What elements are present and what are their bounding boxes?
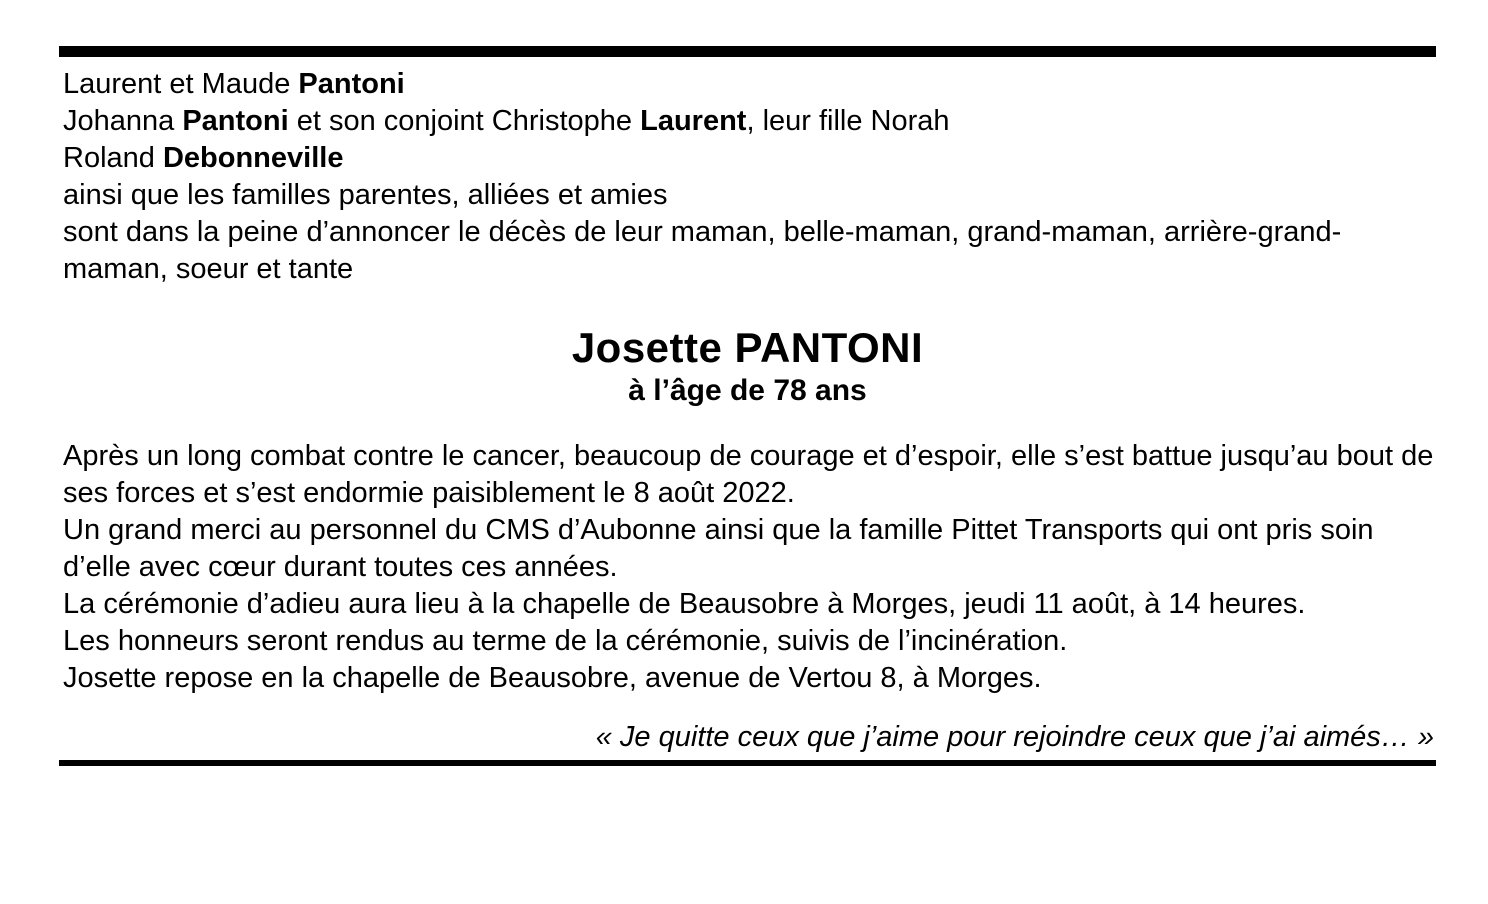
title-block	[59, 324, 1436, 410]
intro-line: ainsi que les familles parentes, alliées et amies	[63, 179, 668, 211]
bottom-rule	[59, 760, 1436, 766]
body-paragraph: Josette repose en la chapelle de Beausobre, avenue de Vertou 8, à Morges.	[63, 662, 1042, 694]
body-paragraph: Après un long combat contre le cancer, beaucoup de courage et d’espoir, elle s’est battue jusqu’au bout de ses forces et s’est endormie paisiblement le 8 août 2022.	[63, 440, 1434, 509]
intro-line: sont dans la peine d’annoncer le décès de leur maman, belle-maman, grand-maman, arrière-grand-maman, soeur et tante	[63, 216, 1342, 285]
top-rule	[59, 46, 1436, 57]
intro-lines	[59, 66, 1436, 288]
intro-line: Johanna Pantoni et son conjoint Christophe Laurent, leur fille Norah	[63, 105, 950, 137]
age-line: à l’âge de 78 ans	[628, 374, 867, 407]
deceased-name: Josette PANTONI	[571, 324, 924, 371]
body-paragraph: Un grand merci au personnel du CMS d’Aubonne ainsi que la famille Pittet Transports qui ont pris soin d’elle avec cœur durant toutes ces années.	[63, 514, 1374, 583]
body-paragraph: Les honneurs seront rendus au terme de la cérémonie, suivis de l’incinération.	[63, 625, 1068, 657]
body-paragraphs	[59, 438, 1436, 697]
intro-line: Roland Debonneville	[63, 142, 344, 174]
death-notice-page	[59, 46, 1436, 766]
closing-quote: « Je quitte ceux que j’aime pour rejoindre ceux que j’ai aimés… »	[595, 721, 1434, 753]
intro-line: Laurent et Maude Pantoni	[63, 68, 405, 100]
body-paragraph: La cérémonie d’adieu aura lieu à la chapelle de Beausobre à Morges, jeudi 11 août, à 14 heures.	[63, 588, 1306, 620]
